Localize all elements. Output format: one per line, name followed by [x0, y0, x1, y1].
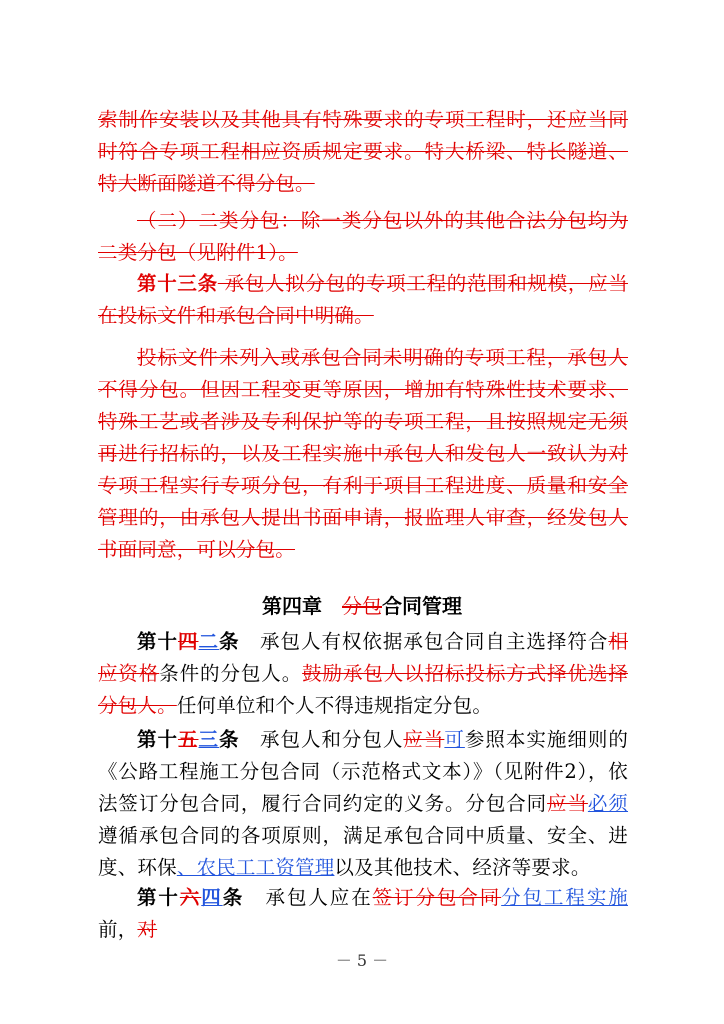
deleted-text: 相应资格	[98, 630, 629, 685]
deleted-text: 五	[177, 728, 199, 751]
deleted-text: 分包	[342, 594, 382, 618]
inserted-text: 四	[201, 886, 223, 909]
article-14	[98, 882, 628, 946]
deleted-text: 六	[179, 886, 202, 909]
chapter-prefix: 第四章	[262, 594, 342, 618]
article-heading: 第十	[137, 886, 180, 909]
body-text: 参照本实施细则的《公路工程施工分包合同（示范格式文本）》（见附件2），依法签订分包合同，履行合同约定的义务。分包合同	[98, 728, 629, 815]
body-text: 遵循承包合同的各项原则，满足承包合同中质量、安全、进度、环保	[98, 824, 628, 879]
article-heading-suffix: 条	[222, 886, 245, 909]
article-heading-suffix: 条	[218, 728, 240, 751]
inserted-text: 必须	[587, 792, 629, 815]
deleted-text: 应当	[403, 728, 445, 751]
inserted-text: 、农民工工资管理	[176, 856, 335, 879]
deleted-text: 应当	[547, 792, 588, 815]
page-number: － 5 －	[335, 951, 389, 970]
body-text: 任何单位和个人不得违规指定分包。	[176, 694, 493, 717]
inserted-text: 分包工程实施	[501, 886, 628, 909]
deleted-text: 签订分包合同	[372, 886, 502, 909]
body-text: 条件的分包人。	[159, 662, 303, 685]
paragraph-deleted-2: （二）二类分包：除一类分包以外的其他合法分包均为二类分包（见附件1）。	[98, 209, 628, 264]
paragraph-deleted-4: 投标文件未列入或承包合同未明确的专项工程，承包人不得分包。但因工程变更等原因，增加有特殊性技术要求、特殊工艺或者涉及专利保护等的专项工程，且按照规定无须再进行招标的，以及工程实施中承包人和发包人一致认为对专项工程实行专项分包，有利于项目工程进度、质量和安全管理的，由承包人提出书面申请，报监理人审查，经发包人书面同意，可以分包。	[98, 346, 628, 561]
article-heading: 第十	[137, 630, 178, 653]
article-heading: 第十	[137, 728, 178, 751]
article-heading-suffix: 条	[218, 630, 240, 653]
body-text: 以及其他技术、经济等要求。	[334, 856, 591, 879]
paragraph-deleted-1: 索制作安装以及其他具有特殊要求的专项工程时，还应当同时符合专项工程相应资质规定要求。特大桥梁、特长隧道、特大断面隧道不得分包。	[98, 108, 628, 195]
inserted-text: 可	[444, 728, 465, 751]
article-13	[98, 724, 628, 884]
deleted-text: 鼓励承包人以招标投标方式择优选择分包人。	[98, 662, 628, 717]
body-text: 承包人应在	[244, 886, 373, 909]
article-heading: 第十三条	[137, 272, 218, 295]
body-text: 前，	[98, 918, 138, 941]
body-text: 承包人和分包人	[239, 728, 404, 751]
article-12	[98, 626, 628, 722]
deleted-text: 承包人拟分包的专项工程的范围和规模，应当在投标文件和承包合同中明确。	[98, 272, 628, 327]
inserted-text: 二	[198, 630, 219, 653]
chapter-title	[0, 590, 724, 622]
deleted-text: 四	[177, 630, 199, 653]
article-13-old	[98, 268, 628, 332]
inserted-text: 三	[198, 728, 219, 751]
body-text: 承包人有权依据承包合同自主选择符合	[239, 630, 609, 653]
chapter-suffix: 合同管理	[382, 594, 462, 618]
deleted-text: 对	[137, 918, 158, 941]
